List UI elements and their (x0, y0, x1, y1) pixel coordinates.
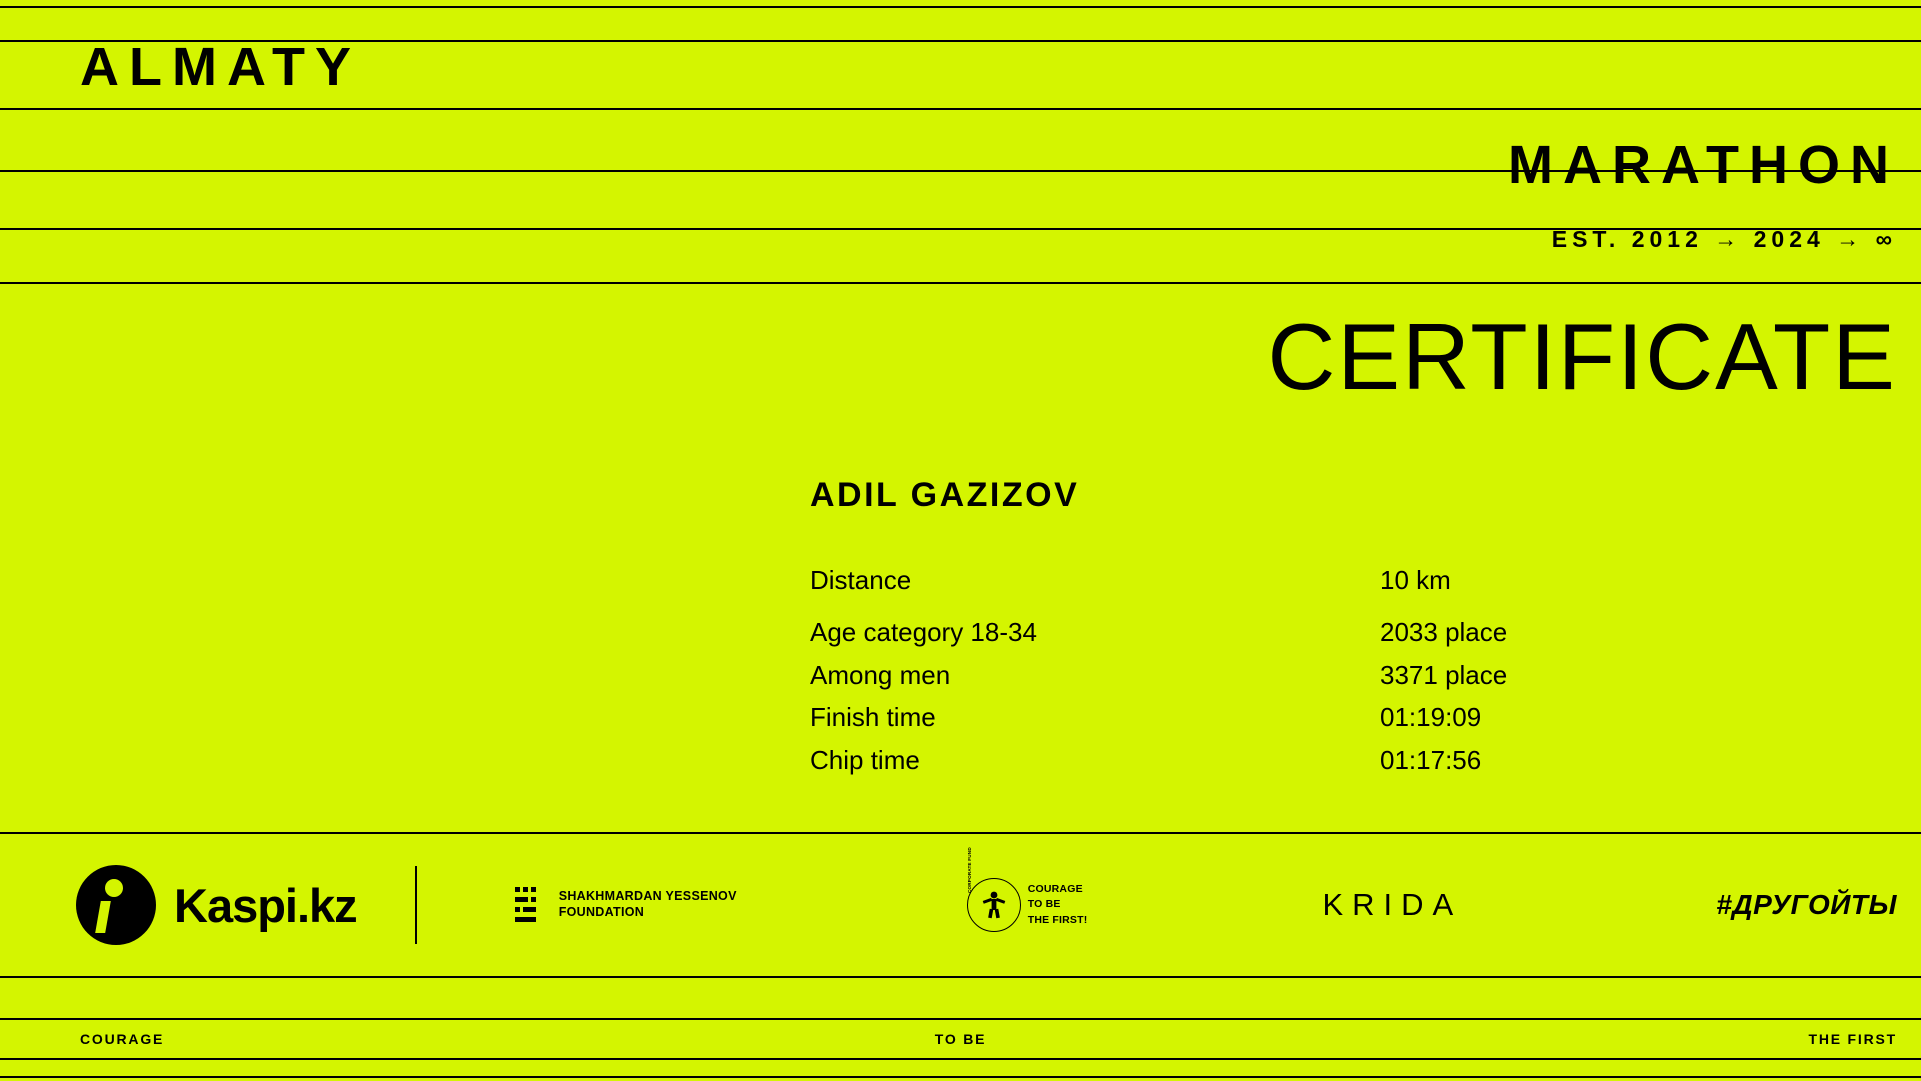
courage-line2: TO BE (1027, 898, 1061, 911)
detail-row-distance (810, 564, 1810, 598)
divider-line (0, 282, 1921, 284)
detail-label: Age category 18-34 (810, 616, 1037, 647)
kaspi-wordmark: Kaspi.kz (174, 878, 357, 932)
courage-fund-ring-label: CORPORATE FUND (966, 847, 972, 893)
sponsor-krida: KRIDA (1322, 887, 1463, 922)
courage-figure-icon (982, 891, 1006, 919)
detail-value: 01:17:56 (1380, 745, 1482, 776)
divider-line (0, 1076, 1921, 1078)
courage-fund-wordmark (1028, 882, 1088, 928)
yessenov-logo-icon (515, 887, 547, 923)
yessenov-line2: FOUNDATION (558, 905, 645, 919)
header (0, 0, 1921, 282)
footer-left: COURAGE (80, 1031, 165, 1047)
detail-row-finish-time (810, 701, 1810, 735)
courage-line1: COURAGE (1027, 883, 1083, 896)
yessenov-line1: SHAKHMARDAN YESSENOV (558, 889, 737, 904)
divider-line (0, 976, 1921, 978)
detail-label: Distance (810, 565, 912, 595)
detail-row-among-men (810, 659, 1810, 693)
brand-marathon: MARATHON (1508, 135, 1899, 195)
sponsor-drugoity: #ДРУГОЙТЫ (1716, 889, 1897, 920)
yessenov-wordmark (559, 889, 737, 920)
detail-value: 3371 place (1380, 659, 1508, 690)
footer-middle: TO BE (934, 1031, 987, 1047)
brand-almaty: ALMATY (80, 37, 361, 97)
detail-value: 01:19:09 (1380, 702, 1482, 733)
brand-established: EST. 2012 → 2024 → ∞ (1551, 226, 1897, 252)
sponsor-kaspi (76, 865, 357, 945)
detail-value: 10 km (1380, 565, 1451, 595)
kaspi-logo-icon (76, 865, 156, 945)
sponsor-bar (0, 834, 1921, 976)
detail-value: 2033 place (1380, 616, 1508, 647)
detail-label: Finish time (810, 702, 936, 733)
footer-tagline (0, 1019, 1921, 1059)
footer-right: THE FIRST (1808, 1031, 1897, 1047)
result-details (810, 478, 1810, 796)
detail-row-chip-time (810, 744, 1810, 778)
courage-fund-logo-icon (966, 847, 1021, 932)
page-title: CERTIFICATE (1267, 304, 1897, 409)
sponsor-courage-fund (966, 847, 1088, 932)
detail-label: Among men (810, 659, 951, 690)
detail-label: Chip time (810, 745, 920, 776)
sponsor-divider (415, 866, 417, 944)
athlete-name: ADIL GAZIZOV (810, 476, 1080, 514)
detail-row-age-category (810, 616, 1810, 650)
courage-line3: THE FIRST! (1027, 913, 1088, 926)
sponsor-yessenov (515, 887, 737, 923)
